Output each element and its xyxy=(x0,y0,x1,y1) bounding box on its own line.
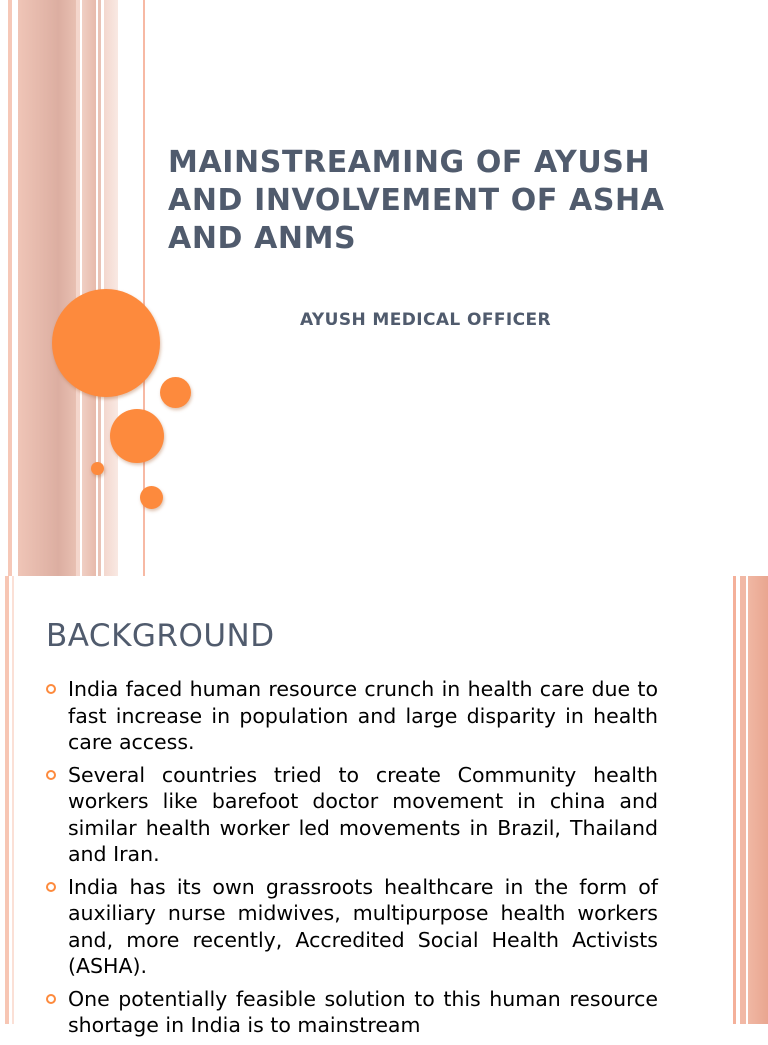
decor-circle-small xyxy=(160,377,191,408)
bullet-circle-icon xyxy=(46,684,56,694)
decor-circle-tiny xyxy=(91,462,104,475)
list-item xyxy=(46,986,658,1039)
decor-stripe xyxy=(733,576,736,1024)
bullet-text: India faced human resource crunch in health care due to fast increase in population and large disparity in health care access. xyxy=(68,677,658,754)
bullet-circle-icon xyxy=(46,770,56,780)
bullet-circle-icon xyxy=(46,882,56,892)
decor-stripe xyxy=(740,576,746,1024)
decor-stripe xyxy=(5,576,9,1024)
decor-circle-large xyxy=(52,289,160,397)
decor-stripe xyxy=(98,0,101,576)
list-item xyxy=(46,762,658,868)
decor-stripe xyxy=(8,0,12,576)
background-slide xyxy=(0,576,768,1037)
decor-stripe xyxy=(748,576,768,1024)
bullet-circle-icon xyxy=(46,994,56,1004)
decor-stripe xyxy=(82,0,96,576)
decor-stripe xyxy=(76,0,80,576)
section-heading: BACKGROUND xyxy=(46,618,275,654)
decor-circle-medium xyxy=(110,409,164,463)
slide-subtitle: AYUSH MEDICAL OFFICER xyxy=(300,310,551,330)
decor-stripe xyxy=(12,576,14,1024)
list-item xyxy=(46,874,658,980)
decor-stripe xyxy=(18,0,76,576)
bullet-text: India has its own grassroots healthcare in the form of auxiliary nurse midwives, multipurpose health workers and, more recently, Accredited Social Health Activists (ASHA). xyxy=(68,874,658,978)
decor-circle-small xyxy=(140,486,163,509)
slide-title: MAINSTREAMING OF AYUSH AND INVOLVEMENT OF ASHA AND ANMS xyxy=(168,145,665,256)
decor-stripe xyxy=(104,0,118,576)
bullet-text: Several countries tried to create Community health workers like barefoot doctor movement in china and similar health worker led movements in Brazil, Thailand and Iran. xyxy=(68,762,658,866)
list-item xyxy=(46,676,658,756)
bullet-text: One potentially feasible solution to this human resource shortage in India is to mainstream xyxy=(68,986,658,1037)
bullet-list xyxy=(46,676,658,1045)
